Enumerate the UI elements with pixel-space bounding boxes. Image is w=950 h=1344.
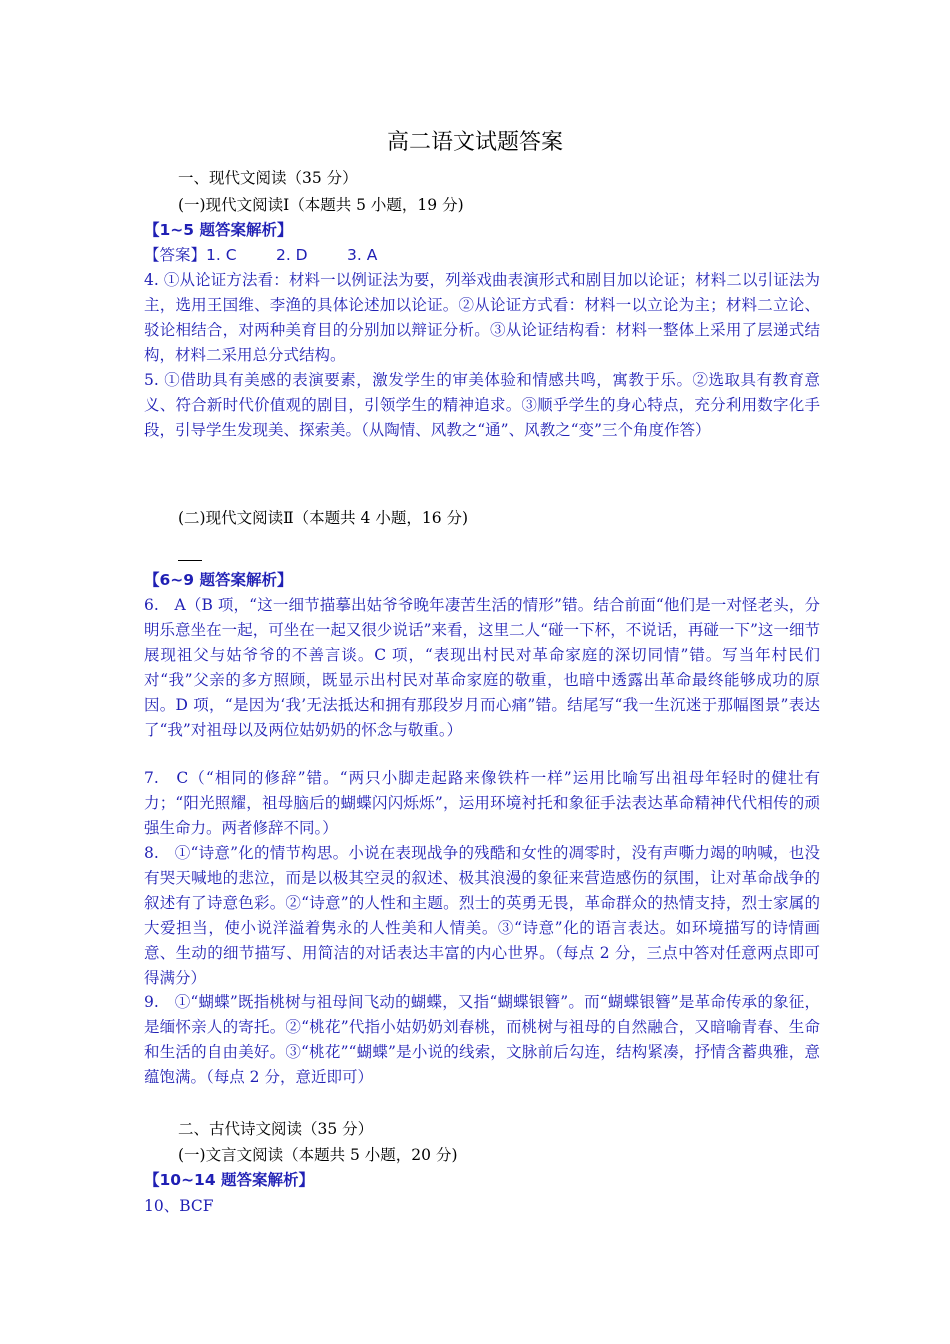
answer-q4: 4. ①从论证方法看：材料一以例证法为要，列举戏曲表演形式和剧目加以论证；材料二以引证法为主，选用王国维、李渔的具体论述加以论证。②从论证方式看：材料一以立论为主；材料二立论、驳论相结合，对两种美育目的分别加以辩证分析。③从论证结构看：材料一整体上采用了层递式结构，材料二采用总分式结构。 bbox=[144, 271, 820, 364]
section2-part1-heading: (一)文言文阅读（本题共 5 小题，20 分) bbox=[178, 1146, 458, 1164]
part1-analysis-label: 【1~5 题答案解析】 bbox=[144, 221, 293, 239]
answers-line: 【答案】1. C 2. D 3. A bbox=[144, 246, 378, 264]
answer-q7: 7. C（“相同的修辞”错。“两只小脚走起路来像铁杵一样”运用比喻写出祖母年轻时的健壮有力；“阳光照耀，祖母脑后的蝴蝶闪闪烁烁”，运用环境衬托和象征手法表达革命精神代代相传的顽强生命力。两者修辞不同。） bbox=[144, 769, 820, 837]
answer-q10: 10、BCF bbox=[144, 1197, 214, 1215]
answer-q8: 8. ①“诗意”化的情节构思。小说在表现战争的残酷和女性的凋零时，没有声嘶力竭的呐喊，也没有哭天喊地的悲泣，而是以极其空灵的叙述、极其浪漫的象征来营造感伤的氛围，让对革命战争的叙述有了诗意色彩。②“诗意”的人性和主题。烈士的英勇无畏，革命群众的热情支持，烈士家属的大爱担当，使小说洋溢着隽永的人性美和人情美。③“诗意”化的语言表达。如环境描写的诗情画意、生动的细节描写、用简洁的对话表达丰富的内心世界。（每点 2 分，三点中答对任意两点即可得满分） bbox=[144, 844, 820, 987]
section1-heading: 一、现代文阅读（35 分） bbox=[178, 169, 358, 187]
part1-heading: (一)现代文阅读Ⅰ（本题共 5 小题，19 分) bbox=[178, 196, 464, 214]
answer-q6: 6. A（B 项，“这一细节描摹出姑爷爷晚年凄苦生活的情形”错。结合前面“他们是一对怪老头，分明乐意坐在一起，可坐在一起又很少说话”来看，这里二人“碰一下杯，不说话，再碰一下”这一细节展现祖父与姑爷爷的不善言谈。C 项，“表现出村民对革命家庭的深切同情”错。写当年村民们对“我”父亲的多方照顾，既显示出村民对革命家庭的敬重，也暗中透露出革命最终能够成功的原因。D 项，“是因为‘我’无法抵达和拥有那段岁月而心痛”错。结尾写“我一生沉迷于那幅图景”表达了“我”对祖母以及两位姑奶奶的怀念与敬重。） bbox=[144, 596, 820, 739]
section2-analysis-label: 【10~14 题答案解析】 bbox=[144, 1171, 315, 1189]
part2-analysis-label: 【6~9 题答案解析】 bbox=[144, 571, 293, 589]
page-title: 高二语文试题答案 bbox=[386, 130, 563, 155]
section2-heading: 二、古代诗文阅读（35 分） bbox=[178, 1120, 374, 1138]
separator-dash bbox=[178, 560, 202, 561]
part2-heading: (二)现代文阅读Ⅱ（本题共 4 小题，16 分) bbox=[178, 509, 469, 527]
answer-q5: 5. ①借助具有美感的表演要素，激发学生的审美体验和情感共鸣，寓教于乐。②选取具有教育意义、符合新时代价值观的剧目，引领学生的精神追求。③顺乎学生的身心特点，充分利用数字化手段，引导学生发现美、探索美。（从陶情、风教之“通”、风教之“变”三个角度作答） bbox=[144, 371, 820, 439]
answer-q9: 9. ①“蝴蝶”既指桃树与祖母间飞动的蝴蝶，又指“蝴蝶银簪”。而“蝴蝶银簪”是革命传承的象征，是缅怀亲人的寄托。②“桃花”代指小姑奶奶刘春桃，而桃树与祖母的自然融合，又暗喻青春、生命和生活的自由美好。③“桃花”“蝴蝶”是小说的线索，文脉前后勾连，结构紧凑，抒情含蓄典雅，意蕴饱满。（每点 2 分，意近即可） bbox=[144, 993, 820, 1086]
